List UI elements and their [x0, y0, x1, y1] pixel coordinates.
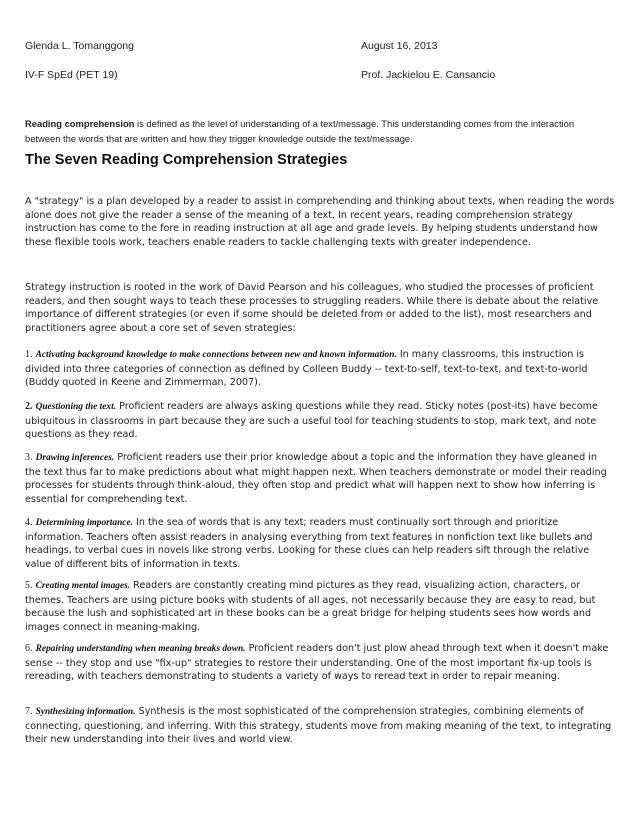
- strategy-lead: Determining importance.: [35, 518, 133, 528]
- professor-name: Prof. Jackielou E. Cansancio: [361, 69, 496, 81]
- strategy-item-6: [25, 642, 615, 684]
- strategy-item-2: [25, 400, 615, 442]
- strategy-number: 3.: [25, 452, 33, 463]
- strategy-text: Proficient readers are always asking questions while they read. Sticky notes (post-its) have become ubiquitous in classrooms in part because they are such a useful tool for teaching students to stop, mark text, and note questions as they read.: [25, 401, 598, 441]
- strategy-text: Readers are constantly creating mind pictures as they read, visualizing action, characters, or themes. Teachers are using picture books with students of all ages, not necessarily because they are easy to read, but because the lush and sophisticated art in these books can be a great bridge for helping students sees how words and images connect in meaning-making.: [25, 580, 596, 633]
- strategy-number: 2.: [25, 401, 33, 412]
- strategy-text: In many classrooms, this instruction is divided into three categories of connection as defined by Colleen Buddy -- text-to-self, text-to-text, and text-to-world (Buddy quoted in Keene and Zimmerman, 2007).: [25, 349, 588, 389]
- strategy-text: In the sea of words that is any text; readers must continually sort through and prioritize information. Teachers often assist readers in analysing everything from text features in nonfiction text like bullets and headings, to verbal cues in novels like strong verbs. Looking for these clues can help readers sift through the relative value of different bits of information in texts.: [25, 517, 593, 570]
- strategy-lead: Activating background knowledge to make connections between new and known information.: [35, 350, 397, 360]
- strategy-number: 1.: [25, 349, 33, 360]
- strategy-item-5: [25, 579, 615, 634]
- strategy-lead: Questioning the text.: [35, 402, 117, 412]
- strategy-item-3: [25, 451, 615, 506]
- strategy-text: Proficient readers don't just plow ahead through text when it doesn't make sense -- they stop and use "fix-up" strategies to restore their understanding. One of the most important fix-up tools is rereading, with teachers demonstrating to students a variety of ways to reread text in order to repair meaning.: [25, 643, 609, 683]
- paragraph-strategy-instruction: Strategy instruction is rooted in the work of David Pearson and his colleagues, who studied the processes of proficient readers, and then sought ways to teach these processes to struggling readers. While there is debate about the relative importance of different strategies (or even if some should be deleted from or added to the list), most researchers and practitioners agree about a core set of seven strategies:: [25, 282, 599, 334]
- strategy-item-4: [25, 516, 615, 571]
- strategy-text: Proficient readers use their prior knowledge about a topic and the information they have gleaned in the text thus far to make predictions about what might happen next. When teachers demonstrate or model their reading processes for students through think-aloud, they often stop and predict what will happen next to show how inferring is essential for comprehending text.: [25, 452, 607, 505]
- strategy-lead: Drawing inferences.: [35, 453, 115, 463]
- page-title: The Seven Reading Comprehension Strategies: [25, 152, 348, 168]
- strategy-lead: Repairing understanding when meaning breaks down.: [35, 644, 246, 654]
- strategy-lead: Synthesizing information.: [35, 707, 136, 717]
- intro-definition: is defined as the level of understanding of a text/message. This understanding comes from the interaction between the words that are written and how they trigger knowledge outside the text/message.: [25, 118, 575, 144]
- strategy-lead: Creating mental images.: [35, 581, 131, 591]
- strategy-number: 6.: [25, 643, 33, 654]
- author-name: Glenda L. Tomanggong: [25, 40, 134, 52]
- strategy-number: 7.: [25, 706, 33, 717]
- class-section: IV-F SpEd (PET 19): [25, 69, 118, 81]
- intro-term: Reading comprehension: [25, 118, 135, 129]
- paragraph-strategy-definition: A "strategy" is a plan developed by a reader to assist in comprehending and thinking about texts, when reading the words alone does not give the reader a sense of the meaning of a text. In recent years, reading comprehension strategy instruction has come to the fore in reading instruction at all age and grade levels. By helping students understand how these flexible tools work, teachers enable readers to tackle challenging texts with greater independence.: [25, 196, 615, 248]
- intro-paragraph: [25, 116, 600, 146]
- strategy-number: 4.: [25, 517, 33, 528]
- document-date: August 16, 2013: [361, 40, 438, 52]
- strategy-number: 5.: [25, 580, 33, 591]
- strategy-text: Synthesis is the most sophisticated of the comprehension strategies, combining elements of connecting, questioning, and inferring. With this strategy, students move from making meaning of the text, to integrating their new understanding into their lives and world view.: [25, 706, 612, 746]
- strategy-item-7: [25, 705, 615, 747]
- strategy-item-1: [25, 348, 615, 390]
